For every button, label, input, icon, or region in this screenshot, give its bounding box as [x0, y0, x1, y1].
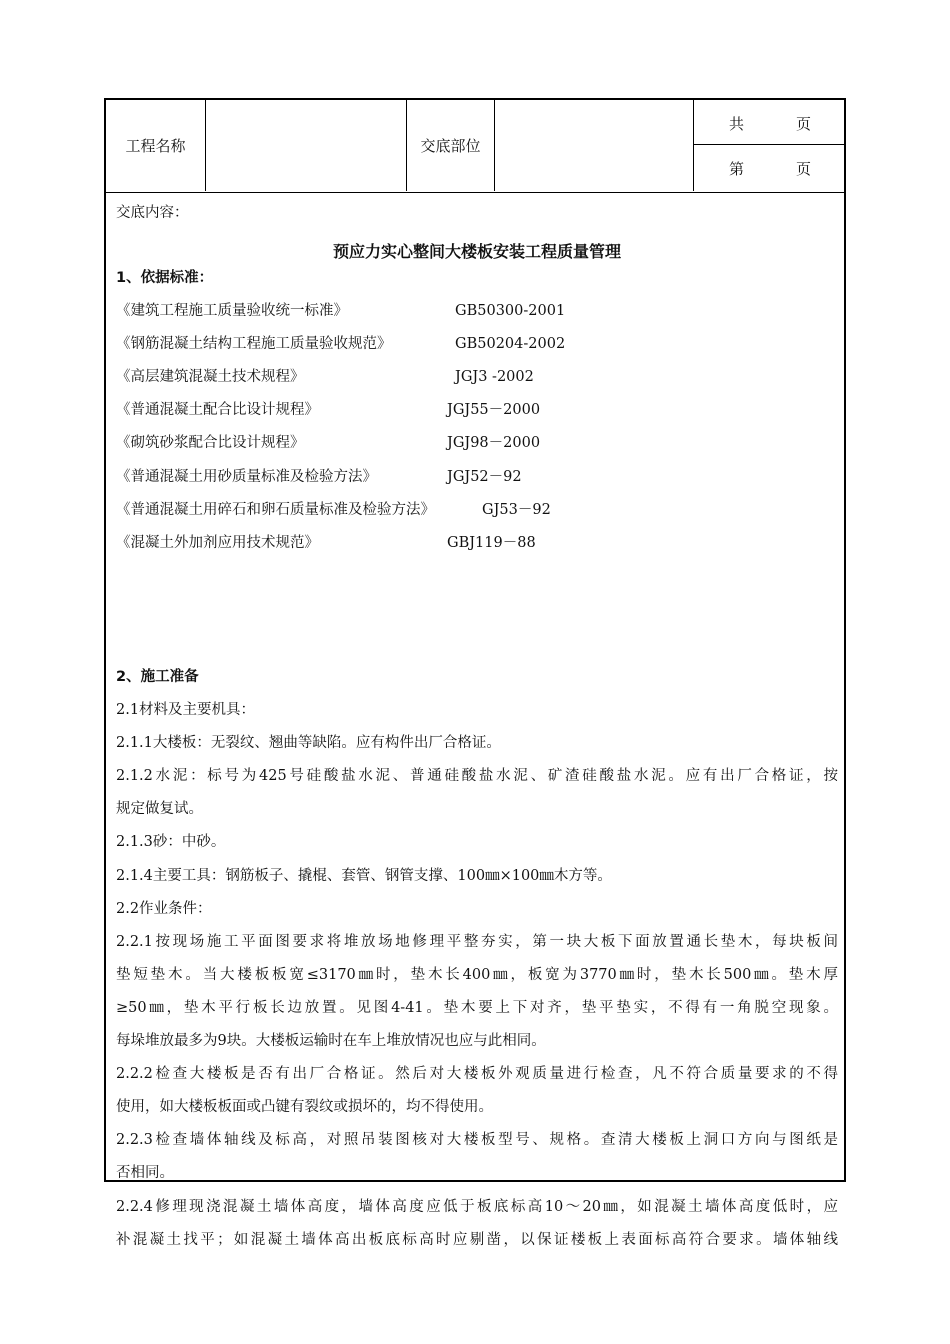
standard-code: GJ53－92 [482, 501, 551, 518]
project-name-value[interactable] [206, 100, 407, 191]
location-label: 交底部位 [407, 100, 495, 191]
standard-name: 《混凝土外加剂应用技术规范》 [116, 534, 319, 551]
standard-name: 《建筑工程施工质量验收统一标准》 [116, 303, 348, 319]
standard-name: 《砌筑砂浆配合比设计规程》 [116, 435, 305, 452]
standard-code: JGJ52－92 [447, 468, 522, 485]
paragraph-line: 垫短垫木。当大楼板板宽≤3170㎜时，垫木长400㎜，板宽为3770㎜时，垫木长500㎜。垫木厚 [116, 966, 838, 983]
section-1-heading: 1、依据标准： [116, 270, 214, 286]
page-info-cell [694, 100, 844, 191]
standard-code: JGJ3 -2002 [455, 369, 534, 386]
document-sheet [104, 98, 846, 1248]
paragraph-line: 补混凝土找平；如混凝土墙体高出板底标高时应剔凿，以保证楼板上表面标高符合要求。墙体轴线 [116, 1231, 838, 1248]
total-pages: 共 页 [694, 100, 844, 145]
header-table [106, 100, 844, 193]
standard-code: GB50204-2002 [455, 336, 566, 353]
paragraph-line: 否相同。 [116, 1165, 174, 1182]
standard-code: GBJ119－88 [447, 534, 536, 551]
paragraph-line: 2.2作业条件： [116, 900, 212, 917]
standard-code: GB50300-2001 [455, 303, 566, 319]
paragraph-line: 每垛堆放最多为9块。大楼板运输时在车上堆放情况也应与此相同。 [116, 1033, 546, 1049]
paragraph-line: ≥50㎜，垫木平行板长边放置。见图4-41。垫木要上下对齐，垫平垫实，不得有一角脱空现象。 [116, 999, 838, 1016]
project-name-label: 工程名称 [106, 100, 206, 191]
page-number: 第 页 [729, 160, 812, 178]
section-2-heading: 2、施工准备 [116, 669, 199, 685]
paragraph-line: 2.2.4修理现浇混凝土墙体高度，墙体高度应低于板底标高10～20㎜，如混凝土墙体高度低时，应 [116, 1198, 838, 1215]
paragraph-line: 规定做复试。 [116, 801, 203, 818]
location-value[interactable] [495, 100, 694, 191]
standard-name: 《高层建筑混凝土技术规程》 [116, 369, 305, 386]
paragraph-line: 2.2.1按现场施工平面图要求将堆放场地修理平整夯实，第一块大板下面放置通长垫木，每块板间 [116, 933, 838, 950]
standard-name: 《钢筋混凝土结构工程施工质量验收规范》 [116, 336, 392, 353]
paragraph-line: 2.1.1大楼板：无裂纹、翘曲等缺陷。应有构件出厂合格证。 [116, 735, 501, 752]
standard-name: 《普通混凝土用碎石和卵石质量标准及检验方法》 [116, 501, 435, 518]
paragraph-line: 2.1.4主要工具：钢筋板子、撬棍、套管、钢管支撑、100㎜×100㎜木方等。 [116, 867, 612, 884]
paragraph-line: 2.1.3砂：中砂。 [116, 834, 226, 851]
paragraph-line: 使用，如大楼板板面或凸键有裂纹或损坏的，均不得使用。 [116, 1099, 493, 1116]
content-label: 交底内容： [116, 205, 189, 221]
document-title: 预应力实心整间大楼板安装工程质量管理 [332, 242, 621, 261]
standard-code: JGJ98－2000 [447, 435, 541, 452]
paragraph-line: 2.1材料及主要机具： [116, 702, 256, 718]
paragraph-line: 2.1.2水泥：标号为425号硅酸盐水泥、普通硅酸盐水泥、矿渣硅酸盐水泥。应有出厂合格证，按 [116, 768, 838, 785]
paragraph-line: 2.2.2检查大楼板是否有出厂合格证。然后对大楼板外观质量进行检查，凡不符合质量要求的不得 [116, 1066, 838, 1083]
standard-code: JGJ55－2000 [447, 402, 541, 419]
standard-name: 《普通混凝土配合比设计规程》 [116, 402, 319, 419]
standard-name: 《普通混凝土用砂质量标准及检验方法》 [116, 468, 377, 485]
paragraph-line: 2.2.3检查墙体轴线及标高，对照吊装图核对大楼板型号、规格。查清大楼板上洞口方向与图纸是 [116, 1132, 838, 1149]
